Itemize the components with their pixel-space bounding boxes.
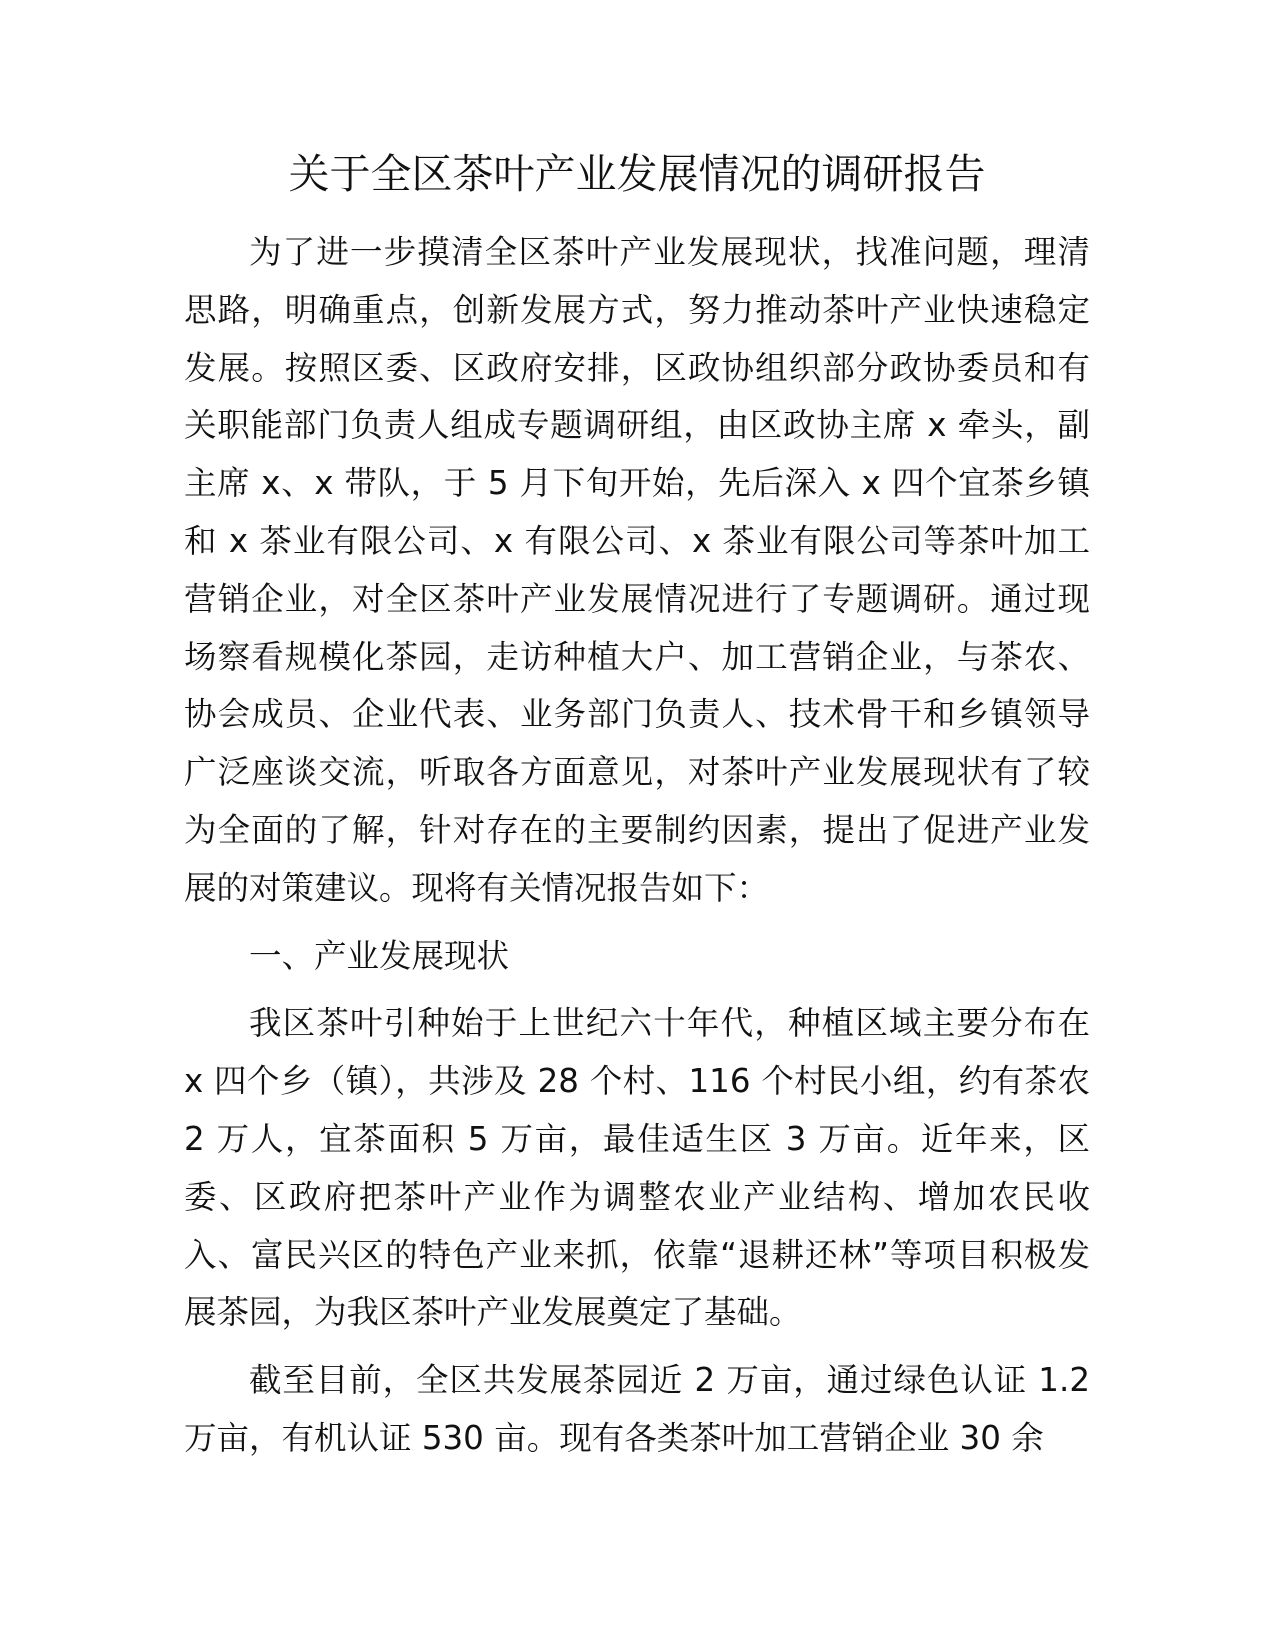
paragraph-industry-history: 我区茶叶引种始于上世纪六十年代，种植区域主要分布在 x 四个乡（镇），共涉及 28 个村、116 个村民小组，约有茶农 2 万人，宜茶面积 5 万亩，最佳适生区 3 万亩。近年来，区委、区政府把茶叶产业作为调整农业产业结构、增加农民收入、富民兴区的特色产业来抓，依靠“退耕还林”等项目积极发展茶园，为我区茶叶产业发展奠定了基础。: [184, 1004, 1090, 1332]
document-title: 关于全区茶叶产业发展情况的调研报告: [288, 150, 986, 198]
section-heading-industry-status: 一、产业发展现状: [249, 936, 510, 975]
paragraph-current-figures: 截至目前，全区共发展茶园近 2 万亩，通过绿色认证 1.2 万亩，有机认证 530 亩。现有各类茶叶加工营销企业 30 余: [184, 1361, 1090, 1457]
document-body: [184, 224, 1090, 1478]
paragraph-introduction: 为了进一步摸清全区茶叶产业发展现状，找准问题，理清思路，明确重点，创新发展方式，努力推动茶叶产业快速稳定发展。按照区委、区政府安排，区政协组织部分政协委员和有关职能部门负责人组成专题调研组，由区政协主席 x 牵头，副主席 x、x 带队，于 5 月下旬开始，先后深入 x 四个宜茶乡镇和 x 茶业有限公司、x 有限公司、x 茶业有限公司等茶叶加工营销企业，对全区茶叶产业发展情况进行了专题调研。通过现场察看规模化茶园，走访种植大户、加工营销企业，与茶农、协会成员、企业代表、业务部门负责人、技术骨干和乡镇领导广泛座谈交流，听取各方面意见，对茶叶产业发展现状有了较为全面的了解，针对存在的主要制约因素，提出了促进产业发展的对策建议。现将有关情况报告如下：: [184, 233, 1090, 907]
